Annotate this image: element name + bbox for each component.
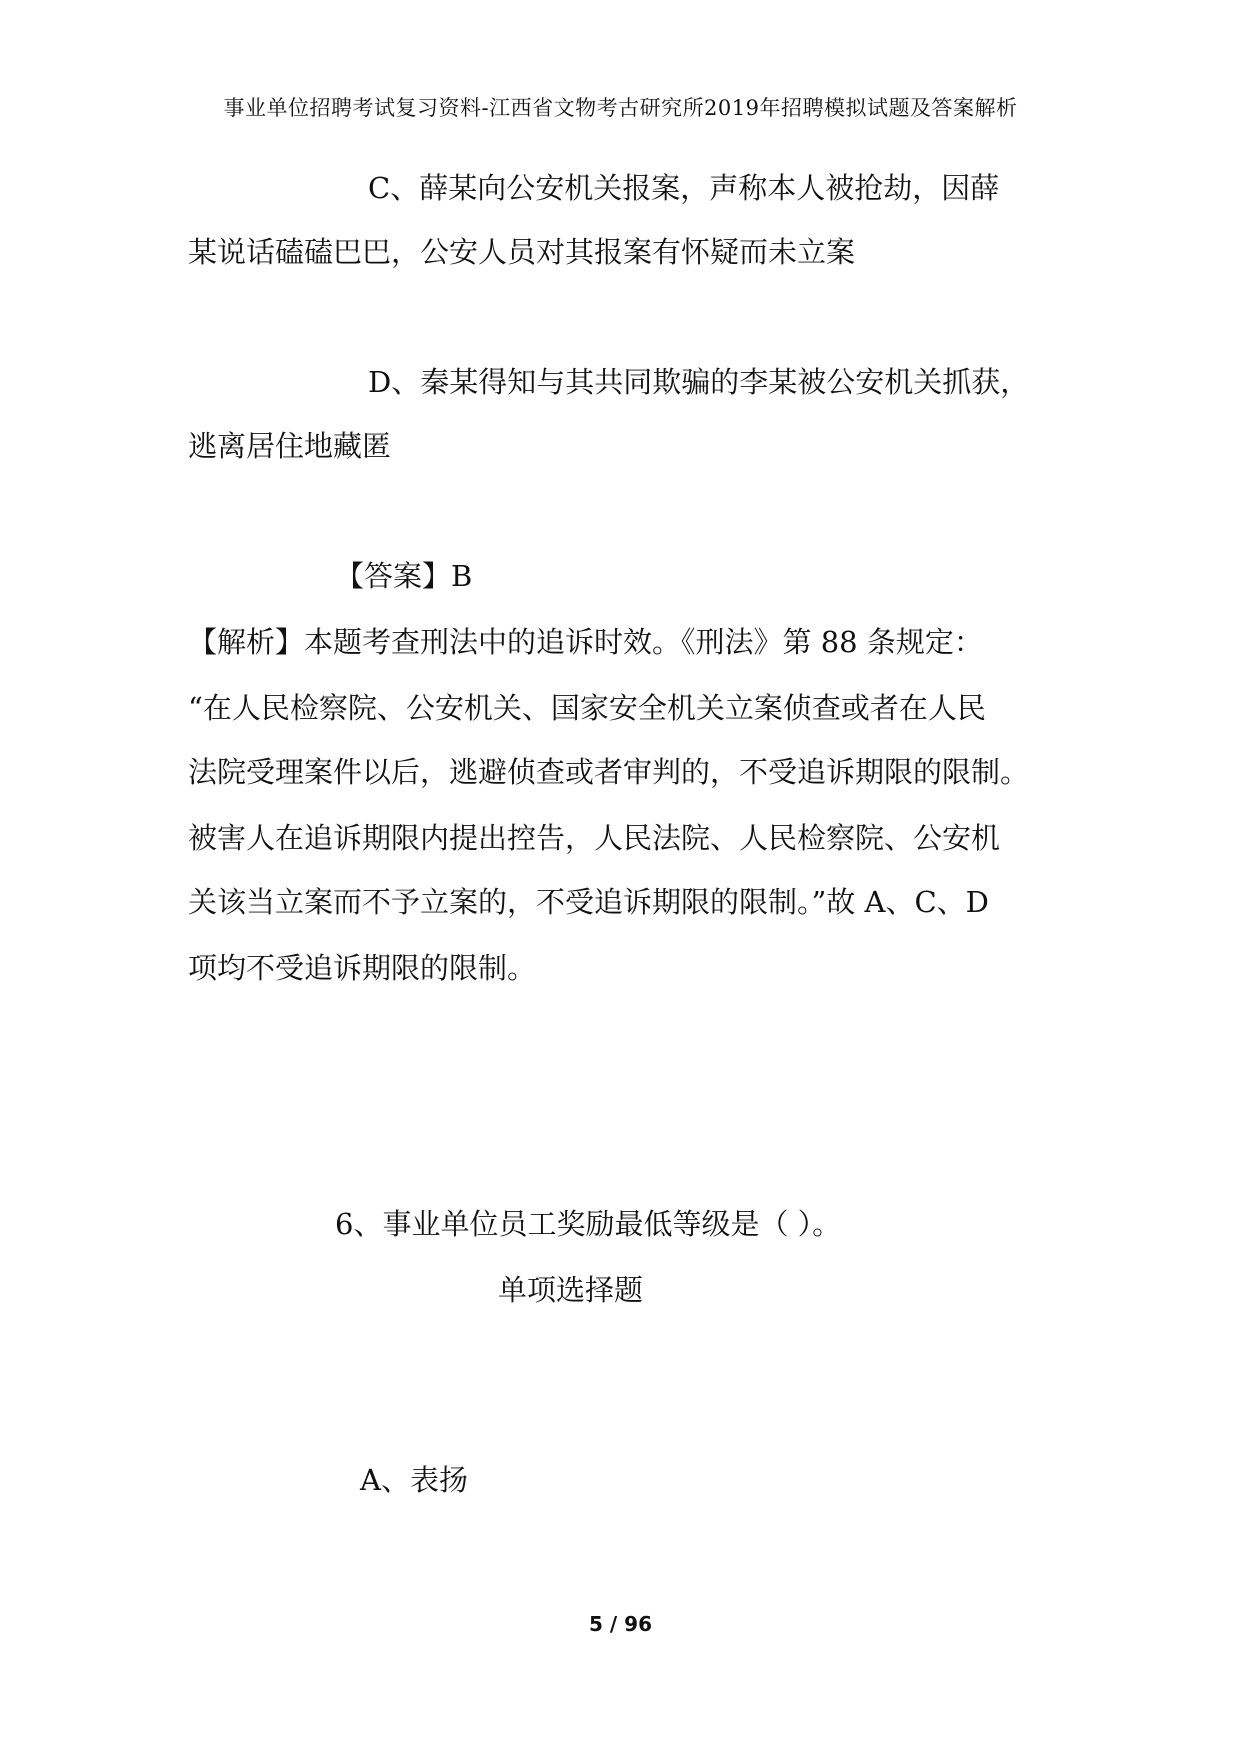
page-number: 5 / 96 — [589, 1612, 652, 1636]
question-6-type: 单项选择题 — [498, 1273, 644, 1307]
option-d-line-1: D、秦某得知与其共同欺骗的李某被公安机关抓获， — [368, 365, 1030, 399]
option-d-line-2: 逃离居住地藏匿 — [188, 429, 392, 463]
analysis-line-5: 关该当立案而不予立案的，不受追诉期限的限制。”故 A、C、D — [188, 885, 989, 919]
analysis-line-4: 被害人在追诉期限内提出控告，人民法院、人民检察院、公安机 — [188, 821, 1001, 855]
question-6-option-a: A、表扬 — [360, 1463, 468, 1497]
question-6-stem: 6、事业单位员工奖励最低等级是（ ）。 — [335, 1207, 842, 1241]
page-header-title: 事业单位招聘考试复习资料-江西省文物考古研究所2019年招聘模拟试题及答案解析 — [223, 96, 1018, 120]
answer-line: 【答案】B — [335, 559, 473, 593]
analysis-line-6: 项均不受追诉期限的限制。 — [188, 951, 537, 985]
option-c-line-2: 某说话磕磕巴巴，公安人员对其报案有怀疑而未立案 — [188, 235, 856, 269]
analysis-line-1: 【解析】本题考查刑法中的追诉时效。《刑法》第 88 条规定： — [188, 625, 983, 659]
option-c-line-1: C、薛某向公安机关报案，声称本人被抢劫，因薛 — [368, 171, 1000, 205]
analysis-line-2: “在人民检察院、公安机关、国家安全机关立案侦查或者在人民 — [188, 691, 986, 725]
analysis-line-3: 法院受理案件以后，逃避侦查或者审判的，不受追诉期限的限制。 — [188, 755, 1030, 789]
